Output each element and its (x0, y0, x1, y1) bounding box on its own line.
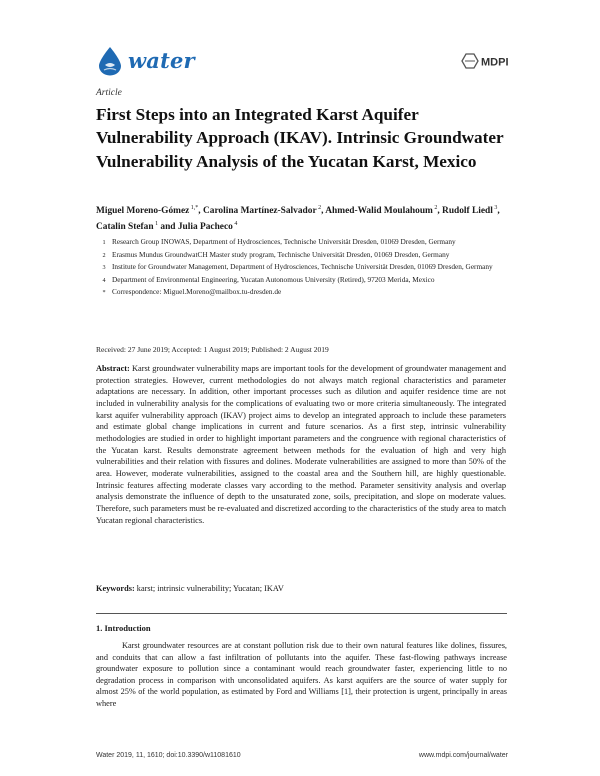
affiliation-number: 3 (102, 264, 106, 271)
keywords-label: Keywords: (96, 584, 135, 593)
mdpi-logo (460, 52, 518, 70)
article-type: Article (96, 88, 122, 98)
affiliation-number: 2 (102, 251, 106, 259)
footer-citation: Water 2019, 11, 1610; doi:10.3390/w11081610 (96, 752, 241, 759)
introduction-paragraph: Karst groundwater resources are at constant pollution risk due to their own natural features like dolines, fissures, and conduits that can allow a fast infiltration of pollutants into the aquifer. These fast-flowing pathways increase groundwater exposure to pollution since a contaminant would reach groundwater faster, experiencing little to no degradation process in comparison with unconsolidated aquifers. As karst aquifers are the source of water supply for almost 25% of the world population, as estimated by Ford and Williams [1], their protection is urgent, principally in areas where (96, 641, 507, 708)
keywords (96, 584, 506, 593)
section-heading: 1. Introduction (96, 623, 151, 633)
affiliation-marker: 3 (492, 205, 498, 211)
affiliation-marker: 1 (153, 221, 159, 228)
affiliation-list (96, 236, 516, 299)
affiliation-item (96, 249, 516, 262)
affiliation-item (96, 274, 516, 287)
author-list: Miguel Moreno-Gómez $^{1,*}$, Carolina Martínez-Salvador $^2$, Ahmed-Walid Moulahoum $^2$, Rudolf Liedl $^3$, Catalin Stefan $^1$ and Julia Pacheco $^4$ (96, 205, 500, 233)
affiliation-number: * (102, 289, 106, 296)
affiliation-text: Research Group INOWAS, Department of Hydrosciences, Technische Universität Dresden, 01069 Dresden, Germany (112, 237, 456, 246)
affiliation-text: Correspondence: Miguel.Moreno@mailbox.tu-dresden.de (112, 287, 282, 296)
affiliation-item (96, 236, 516, 249)
affiliation-number: 4 (102, 276, 106, 284)
affiliation-marker: 1,* (189, 205, 199, 211)
affiliation-item (96, 286, 516, 299)
affiliation-marker: 2 (316, 205, 322, 211)
abstract-label: Abstract: (96, 364, 130, 373)
affiliation-marker: 2 (432, 205, 438, 211)
publication-dates: Received: 27 June 2019; Accepted: 1 August 2019; Published: 2 August 2019 (96, 345, 329, 354)
publisher-name: MDPI (481, 56, 509, 69)
affiliation-number: 1 (102, 239, 106, 246)
affiliation-text: Erasmus Mundus GroundwatCH Master study program, Technische Universität Dresden, 01069 Dresden, Germany (112, 249, 450, 259)
footer-url[interactable]: www.mdpi.com/journal/water (418, 752, 508, 759)
section-divider (96, 613, 507, 614)
affiliation-item (96, 261, 516, 274)
affiliation-marker: 4 (232, 221, 238, 228)
journal-name: water (128, 48, 195, 73)
abstract (96, 363, 506, 526)
page-title: First Steps into an Integrated Karst Aquifer Vulnerability Approach (IKAV). Intrinsic Groundwater Vulnerability Analysis of the Yucatan Karst, Mexico (96, 105, 504, 171)
abstract-text: Karst groundwater vulnerability maps are important tools for the development of groundwater management and protection strategies. However, current methodologies do not always match regional characteristics and parameter adaptations are necessary. In addition, other important processes such as dilution and aquifer residence time are not included in vulnerability analysis for the complications of evaluating two or more criteria simultaneously. The integrated karst aquifer vulnerability approach (IKAV) project aims to develop an integrated approach to include these parameters and estimate global change implications in current and future scenarios. As a first step, intrinsic vulnerability methodologies are studied in order to highlight important parameters and the congruence with regional characteristics of the Yucatan karst. Results demonstrate agreement between methods for the evaluation of high and very high vulnerabilities and their relation with fissures and dolines. Moderate vulnerabilities are assigned to more than 50% of the area. However, moderate vulnerabilities, assigned to the coastal area and the Southern hill, are highly questionable. Intrinsic features affecting moderate classes vary according to the method. Parameter sensitivity analysis and overlap analysis demonstrate the influence of depth to the unsaturated zone, soils, precipitation, and slope on moderate values. Therefore, such parameters must be re-evaluated and discretized according to the characteristics of the study area to match Yucatan regional characteristics. (96, 364, 506, 525)
keywords-text: karst; intrinsic vulnerability; Yucatan; IKAV (136, 584, 284, 593)
affiliation-text: Department of Environmental Engineering, Yucatan Autonomous University (Retired), 97203 Merida, Mexico (112, 274, 435, 284)
affiliation-text: Institute for Groundwater Management, Department of Hydrosciences, Technische Universität Dresden, 01069 Dresden, Germany (112, 262, 493, 271)
water-drop-logo-icon (96, 46, 124, 76)
